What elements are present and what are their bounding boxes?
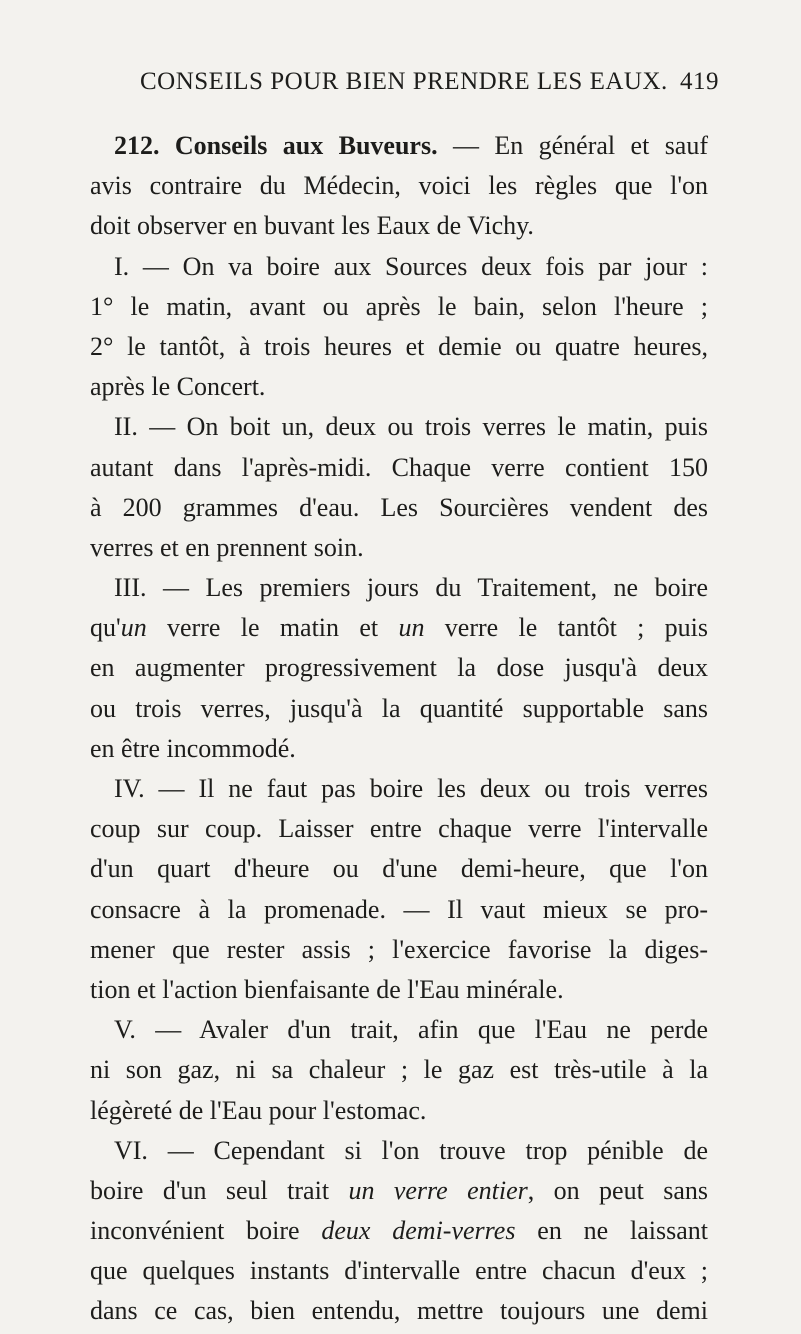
- text-line: 1° le matin, avant ou après le bain, selon l'heure ;: [90, 291, 708, 321]
- text-line: [90, 1171, 708, 1211]
- running-title: CONSEILS POUR BIEN PRENDRE LES EAUX.: [140, 68, 668, 95]
- text-run: inconvénient boire: [90, 1216, 322, 1246]
- section-heading: Conseils aux Buveurs.: [174, 131, 438, 160]
- text-run: en ne laissant: [515, 1216, 708, 1246]
- italic-text: un verre entier: [348, 1175, 528, 1205]
- rule-2-line: II. — On boit un, deux ou trois verres le matin, puis: [114, 412, 708, 442]
- text-run: qu': [90, 613, 121, 643]
- section-heading-line: [90, 126, 708, 166]
- text-line: — En général et sauf: [437, 131, 709, 160]
- text-line: mener que rester assis ; l'exercice favorise la diges-: [90, 934, 708, 964]
- text-run: boire d'un seul trait: [90, 1175, 349, 1205]
- text-line: doit observer en buvant les Eaux de Vichy.: [90, 211, 534, 241]
- page-number: 419: [680, 68, 719, 95]
- text-line: [90, 608, 708, 648]
- rule-6-line: VI. — Cependant si l'on trouve trop pénible de: [114, 1135, 708, 1165]
- text-line: en augmenter progressivement la dose jusqu'à deux: [90, 653, 708, 683]
- text-line: tion et l'action bienfaisante de l'Eau minérale.: [90, 974, 564, 1004]
- text-run: verre le matin et: [146, 613, 399, 643]
- section-number: 212.: [114, 131, 160, 160]
- text-line: à 200 grammes d'eau. Les Sourcières vendent des: [90, 492, 708, 522]
- text-line: en être incommodé.: [90, 733, 296, 763]
- text-line: ou trois verres, jusqu'à la quantité supportable sans: [90, 693, 708, 723]
- text-line: [90, 1211, 708, 1251]
- text-line: autant dans l'après-midi. Chaque verre contient 150: [90, 452, 708, 482]
- text-line: 2° le tantôt, à trois heures et demie ou quatre heures,: [90, 331, 708, 361]
- text-line: avis contraire du Médecin, voici les règles que l'on: [90, 171, 708, 201]
- text-line: consacre à la promenade. — Il vaut mieux se pro-: [90, 894, 708, 924]
- rule-5-line: V. — Avaler d'un trait, afin que l'Eau ne perde: [114, 1015, 708, 1045]
- rule-3-line: III. — Les premiers jours du Traitement, ne boire: [114, 573, 708, 603]
- italic-text: deux demi-verres: [321, 1216, 516, 1246]
- text-line: que quelques instants d'intervalle entre chacun d'eux ;: [90, 1256, 708, 1286]
- italic-text: un: [398, 613, 425, 643]
- text-line: d'un quart d'heure ou d'une demi-heure, que l'on: [90, 854, 708, 884]
- rule-4-line: IV. — Il ne faut pas boire les deux ou trois verres: [114, 774, 708, 803]
- text-run: , on peut sans: [527, 1175, 708, 1205]
- rule-1-line: I. — On va boire aux Sources deux fois par jour :: [114, 251, 708, 281]
- text-line: ni son gaz, ni sa chaleur ; le gaz est très-utile à la: [90, 1055, 708, 1085]
- body-text: [90, 126, 708, 1332]
- text-line: verres et en prennent soin.: [90, 532, 364, 562]
- text-line: coup sur coup. Laisser entre chaque verre l'intervalle: [90, 814, 708, 844]
- text-run: verre le tantôt ; puis: [424, 613, 709, 643]
- text-line: dans ce cas, bien entendu, mettre toujours une demi: [90, 1296, 708, 1326]
- text-line: légèreté de l'Eau pour l'estomac.: [90, 1095, 427, 1125]
- italic-text: un: [120, 613, 147, 643]
- text-line: après le Concert.: [90, 372, 266, 402]
